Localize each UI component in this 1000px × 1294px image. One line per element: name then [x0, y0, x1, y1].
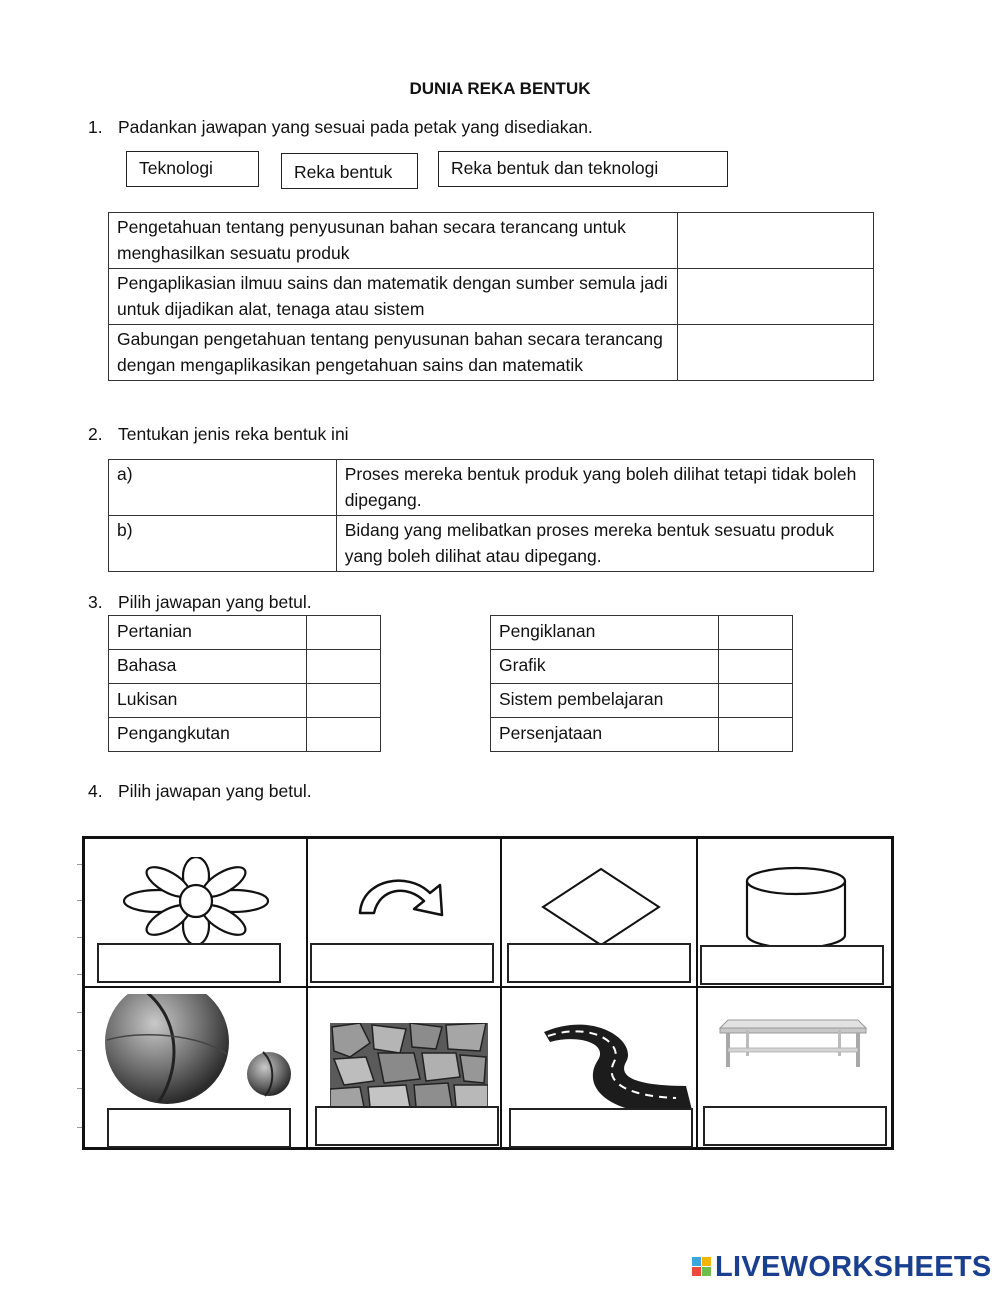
grid-cell [502, 988, 698, 1150]
answer-cell[interactable] [678, 325, 874, 381]
brand-name: LIVEWORKSHEETS [715, 1251, 992, 1283]
choice-table-left [108, 615, 381, 752]
choice-answer-cell[interactable] [307, 718, 381, 752]
question-number: 3. [88, 592, 103, 612]
option-chip-reka-bentuk[interactable]: Reka bentuk [281, 153, 418, 189]
flower-icon [121, 857, 271, 945]
answer-cell[interactable] [678, 213, 874, 269]
curved-arrow-icon [352, 865, 456, 921]
road-icon [526, 1016, 696, 1112]
option-chip-teknologi[interactable]: Teknologi [126, 151, 259, 187]
cylinder-icon [744, 865, 848, 951]
answer-cell[interactable] [678, 269, 874, 325]
answer-box[interactable] [97, 943, 281, 983]
choice-answer-cell[interactable] [307, 684, 381, 718]
answer-box[interactable] [507, 943, 691, 983]
table-icon [718, 1018, 868, 1068]
grid-cell [698, 839, 894, 988]
option-chip-reka-bentuk-dan-teknologi[interactable]: Reka bentuk dan teknologi [438, 151, 728, 187]
choice-answer-cell[interactable] [307, 650, 381, 684]
diamond-icon [540, 867, 662, 947]
choice-answer-cell[interactable] [719, 684, 793, 718]
page-title: DUNIA REKA BENTUK [409, 79, 591, 98]
question-number: 1. [88, 117, 103, 137]
grid-cell [698, 988, 894, 1150]
question-instruction: Tentukan jenis reka bentuk ini [118, 424, 349, 444]
question-4 [88, 781, 688, 805]
choice-label: Grafik [491, 650, 719, 684]
choice-answer-cell[interactable] [719, 616, 793, 650]
choice-answer-cell[interactable] [307, 616, 381, 650]
choice-answer-cell[interactable] [719, 718, 793, 752]
answer-box[interactable] [315, 1106, 499, 1146]
row-text: Proses mereka bentuk produk yang boleh dilihat tetapi tidak boleh dipegang. [336, 460, 873, 516]
liveworksheets-logo-icon [692, 1257, 712, 1277]
choice-label: Persenjataan [491, 718, 719, 752]
grid-cell [308, 988, 502, 1150]
statement-text: Pengaplikasian ilmuu sains dan matematik dengan sumber semula jadi untuk dijadikan alat, tenaga atau sistem [109, 269, 678, 325]
choice-table-right [490, 615, 793, 752]
table-row[interactable] [109, 516, 874, 572]
choice-label: Sistem pembelajaran [491, 684, 719, 718]
table-row[interactable] [109, 460, 874, 516]
choice-label: Pengangkutan [109, 718, 307, 752]
statement-text: Gabungan pengetahuan tentang penyusunan bahan secara terancang dengan mengaplikasikan pengetahuan sains dan matematik [109, 325, 678, 381]
table-row [109, 269, 874, 325]
question-instruction: Pilih jawapan yang betul. [118, 592, 312, 612]
grid-cell [502, 839, 698, 988]
choice-answer-cell[interactable] [719, 650, 793, 684]
choice-label: Pertanian [109, 616, 307, 650]
grid-cell [308, 839, 502, 988]
row-label[interactable]: b) [109, 516, 337, 572]
question-instruction: Pilih jawapan yang betul. [118, 781, 312, 801]
table-row [109, 325, 874, 381]
statement-text: Pengetahuan tentang penyusunan bahan secara terancang untuk menghasilkan sesuatu produk [109, 213, 678, 269]
grid-cell [85, 988, 308, 1150]
row-text: Bidang yang melibatkan proses mereka bentuk sesuatu produk yang boleh dilihat atau dipegang. [336, 516, 873, 572]
image-grid [82, 836, 894, 1150]
choice-label: Bahasa [109, 650, 307, 684]
answer-box[interactable] [703, 1106, 887, 1146]
question-2 [88, 424, 688, 448]
question-number: 2. [88, 424, 103, 444]
design-type-table [108, 459, 874, 572]
footer-logo[interactable] [692, 1251, 992, 1284]
question-3 [88, 592, 688, 616]
spheres-icon [101, 994, 297, 1104]
choice-label: Pengiklanan [491, 616, 719, 650]
grid-cell [85, 839, 308, 988]
answer-box[interactable] [107, 1108, 291, 1148]
row-label[interactable]: a) [109, 460, 337, 516]
rocks-icon [330, 1023, 488, 1108]
question-instruction: Padankan jawapan yang sesuai pada petak yang disediakan. [118, 117, 593, 137]
question-1 [88, 117, 688, 141]
table-row [109, 213, 874, 269]
answer-box[interactable] [700, 945, 884, 985]
choice-label: Lukisan [109, 684, 307, 718]
answer-box[interactable] [310, 943, 494, 983]
matching-table [108, 212, 874, 381]
answer-box[interactable] [509, 1108, 693, 1148]
question-number: 4. [88, 781, 103, 801]
